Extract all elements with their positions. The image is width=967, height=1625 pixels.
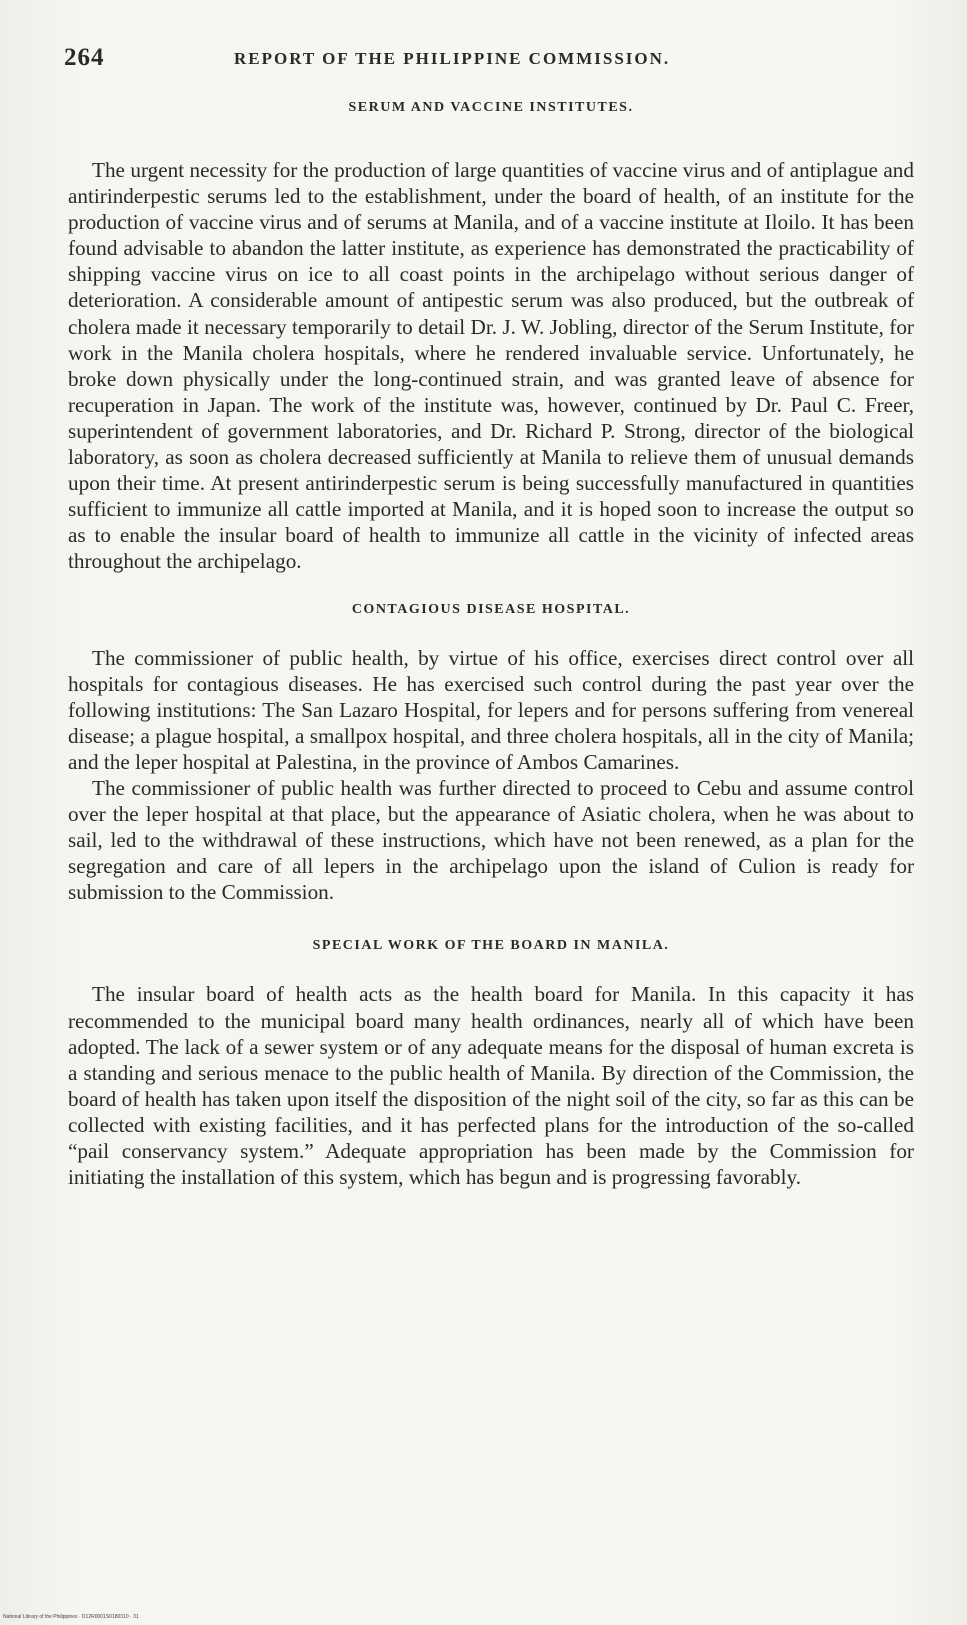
scan-credit: National Library of the Philippines · D12R0001S0180310 · 31: [3, 1614, 139, 1620]
section-heading-contagious-disease: CONTAGIOUS DISEASE HOSPITAL.: [351, 601, 631, 617]
running-head: REPORT OF THE PHILIPPINE COMMISSION.: [234, 49, 671, 68]
page-header: [64, 44, 914, 78]
section-heading-serum-vaccine: SERUM AND VACCINE INSTITUTES.: [348, 100, 634, 115]
paragraph-contagious-disease-1: The commissioner of public health, by virtue of his office, exercises direct control over all hospitals for contagious diseases. He has exercised such control during the past year over the following institutions: The San Lazaro Hospital, for lepers and for persons suffering from venereal disease; a plague hospital, a smallpox hospital, and three cholera hospitals, all in the city of Manila; and the leper hospital at Palestina, in the province of Ambos Camarines.: [68, 645, 914, 774]
page-number: 264: [64, 44, 105, 71]
paragraph-serum-vaccine: The urgent necessity for the production of large quantities of vaccine virus and of antiplague and antirinderpestic serums led to the establishment, under the board of health, of an institute for the production of vaccine virus and of serums at Manila, and of a vaccine institute at Iloilo. It has been found advisable to abandon the latter institute, as experience has demonstrated the practicability of shipping vaccine virus on ice to all coast points in the archipelago without serious danger of deterioration. A considerable amount of antipestic serum was also produced, but the outbreak of cholera made it necessary temporarily to detail Dr. J. W. Jobling, director of the Serum Institute, for work in the Manila cholera hospitals, where he rendered invaluable service. Unfortunately, he broke down physically under the long-continued strain, and was granted leave of absence for recuperation in Japan. The work of the institute was, however, continued by Dr. Paul C. Freer, superintendent of government laboratories, and Dr. Richard P. Strong, director of the biological laboratory, as soon as cholera decreased sufficiently at Manila to relieve them of unusual demands upon their time. At present antirinderpestic serum is being successfully manufactured in quantities sufficient to immunize all cattle imported at Manila, and it is hoped soon to increase the output so as to enable the insular board of health to immunize all cattle in the vicinity of infected areas throughout the archipelago.: [68, 158, 914, 574]
section-heading-special-work: SPECIAL WORK OF THE BOARD IN MANILA.: [312, 938, 670, 954]
page-body: [68, 95, 914, 1190]
paragraph-special-work: The insular board of health acts as the health board for Manila. In this capacity it has recommended to the municipal board many health ordinances, nearly all of which have been adopted. The lack of a sewer system or of any adequate means for the disposal of human excreta is a standing and serious menace to the public health of Manila. By direction of the Commission, the board of health has taken upon itself the disposition of the night soil of the city, so far as this can be collected with existing facilities, and it has perfected plans for the introduction of the so-called “pail conservancy system.” Adequate appropriation has been made by the Commission for initiating the installation of this system, which has begun and is progressing favorably.: [68, 982, 914, 1190]
paragraph-contagious-disease-2: The commissioner of public health was further directed to proceed to Cebu and assume control over the leper hospital at that place, but the appearance of Asiatic cholera, when he was about to sail, led to the withdrawal of these instructions, which have not been renewed, as a plan for the segregation and care of all lepers in the archipelago upon the island of Culion is ready for submission to the Commission.: [68, 775, 914, 905]
